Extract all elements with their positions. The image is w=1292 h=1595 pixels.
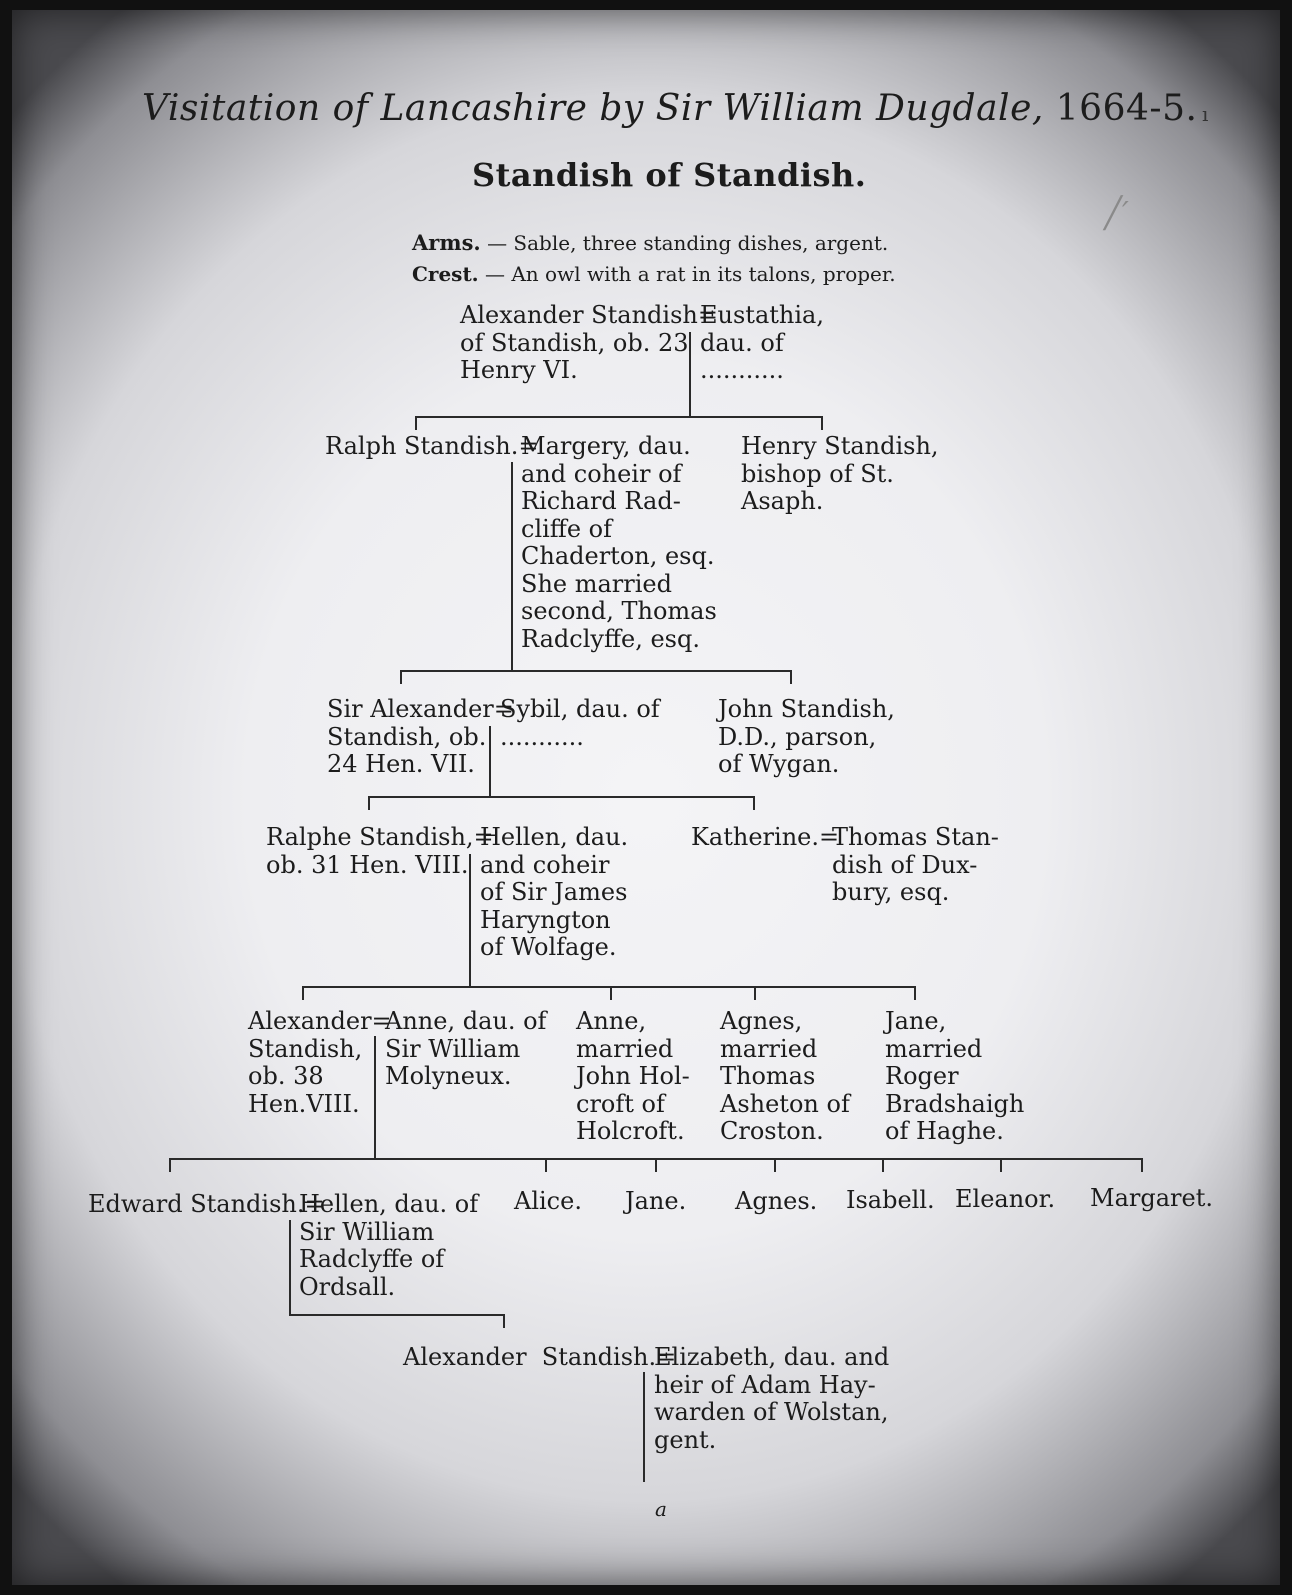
gen6-sibling-jane: Jane. (625, 1187, 687, 1215)
crest-label: Crest. (412, 262, 479, 286)
drop-line (882, 1158, 884, 1172)
drop-line (754, 986, 756, 1000)
folio-mark: a (655, 1497, 667, 1521)
gen7-husband: Alexander Standish.= (403, 1343, 677, 1371)
gen2-sibling: Henry Standish, bishop of St. Asaph. (741, 432, 939, 515)
document-page (12, 10, 1280, 1585)
gen6-sibling-eleanor: Eleanor. (955, 1185, 1056, 1213)
gen5-sibling-jane: Jane, married Roger Bradshaigh of Haghe. (885, 1007, 1025, 1145)
drop-line (169, 1158, 171, 1172)
gen2-wife: Margery, dau. and coheir of Richard Rad- cliffe of Chaderton, esq. She married second, Thomas Radclyffe, esq. (521, 432, 717, 653)
gen6-husband: Edward Standish.= (88, 1190, 325, 1218)
gen4-husband: Ralphe Standish,= ob. 31 Hen. VIII. (266, 823, 494, 879)
drop-line (753, 796, 755, 810)
crest-line (412, 262, 896, 286)
gen5-wife: Anne, dau. of Sir William Molyneux. (385, 1007, 547, 1090)
marriage-line (289, 1220, 291, 1316)
gen6-sibling-margaret: Margaret. (1090, 1184, 1213, 1212)
gen6-sibling-alice: Alice. (514, 1187, 582, 1215)
drop-line (1141, 1158, 1143, 1172)
drop-line (368, 796, 370, 810)
marriage-line (511, 462, 513, 670)
drop-line (302, 986, 304, 1000)
marriage-line (643, 1372, 645, 1482)
drop-line (415, 416, 417, 430)
page-title: Visitation of Lancashire by Sir William Dugdale, 1664-5. (142, 88, 1198, 129)
gen4-sister-spouse: Thomas Stan- dish of Dux- bury, esq. (832, 823, 999, 906)
drop-line (790, 670, 792, 684)
gen1-husband: Alexander Standish= of Standish, ob. 23 Henry VI. (460, 301, 718, 384)
gen7-wife: Elizabeth, dau. and heir of Adam Hay- warden of Wolstan, gent. (654, 1343, 890, 1454)
gen5-husband: Alexander= Standish, ob. 38 Hen.VIII. (248, 1007, 392, 1118)
stray-mark: ı (1202, 102, 1209, 126)
sibling-bar (302, 986, 916, 988)
marriage-line (689, 332, 691, 418)
sibling-bar (400, 670, 792, 672)
arms-text: — Sable, three standing dishes, argent. (487, 231, 889, 255)
marriage-line (469, 854, 471, 988)
gen4-wife: Hellen, dau. and coheir of Sir James Haryngton of Wolfage. (480, 823, 629, 961)
marriage-line (489, 726, 491, 798)
gen5-sibling-anne: Anne, married John Hol- croft of Holcroft. (576, 1007, 690, 1145)
marriage-line (374, 1036, 376, 1160)
gen4-sister: Katherine.= (691, 823, 840, 851)
drop-line (821, 416, 823, 430)
gen6-sibling-agnes: Agnes. (735, 1187, 818, 1215)
gen1-wife: Eustathia, dau. of ........... (700, 301, 824, 384)
sibling-bar (368, 796, 755, 798)
drop-line (610, 986, 612, 1000)
gen6-sibling-isabell: Isabell. (846, 1186, 935, 1214)
gen3-wife: Sybil, dau. of ........... (500, 695, 660, 751)
pencil-mark: ╱′ (1104, 196, 1129, 231)
sibling-bar (415, 416, 823, 418)
gen3-husband: Sir Alexander= Standish, ob. 24 Hen. VII. (327, 695, 514, 778)
descent-bar (289, 1314, 505, 1316)
drop-line (914, 986, 916, 1000)
drop-line (400, 670, 402, 684)
drop-line (545, 1158, 547, 1172)
family-heading: Standish of Standish. (472, 156, 867, 194)
gen6-wife: Hellen, dau. of Sir William Radclyffe of Ordsall. (299, 1190, 479, 1301)
crest-text: — An owl with a rat in its talons, proper. (485, 262, 896, 286)
arms-line (412, 230, 888, 255)
drop-line (774, 1158, 776, 1172)
gen2-husband: Ralph Standish.= (325, 432, 539, 460)
gen3-sibling: John Standish, D.D., parson, of Wygan. (718, 695, 895, 778)
drop-line (1000, 1158, 1002, 1172)
drop-line (655, 1158, 657, 1172)
gen5-sibling-agnes: Agnes, married Thomas Asheton of Croston. (720, 1007, 850, 1145)
drop-line (503, 1314, 505, 1328)
arms-label: Arms. (412, 230, 481, 255)
